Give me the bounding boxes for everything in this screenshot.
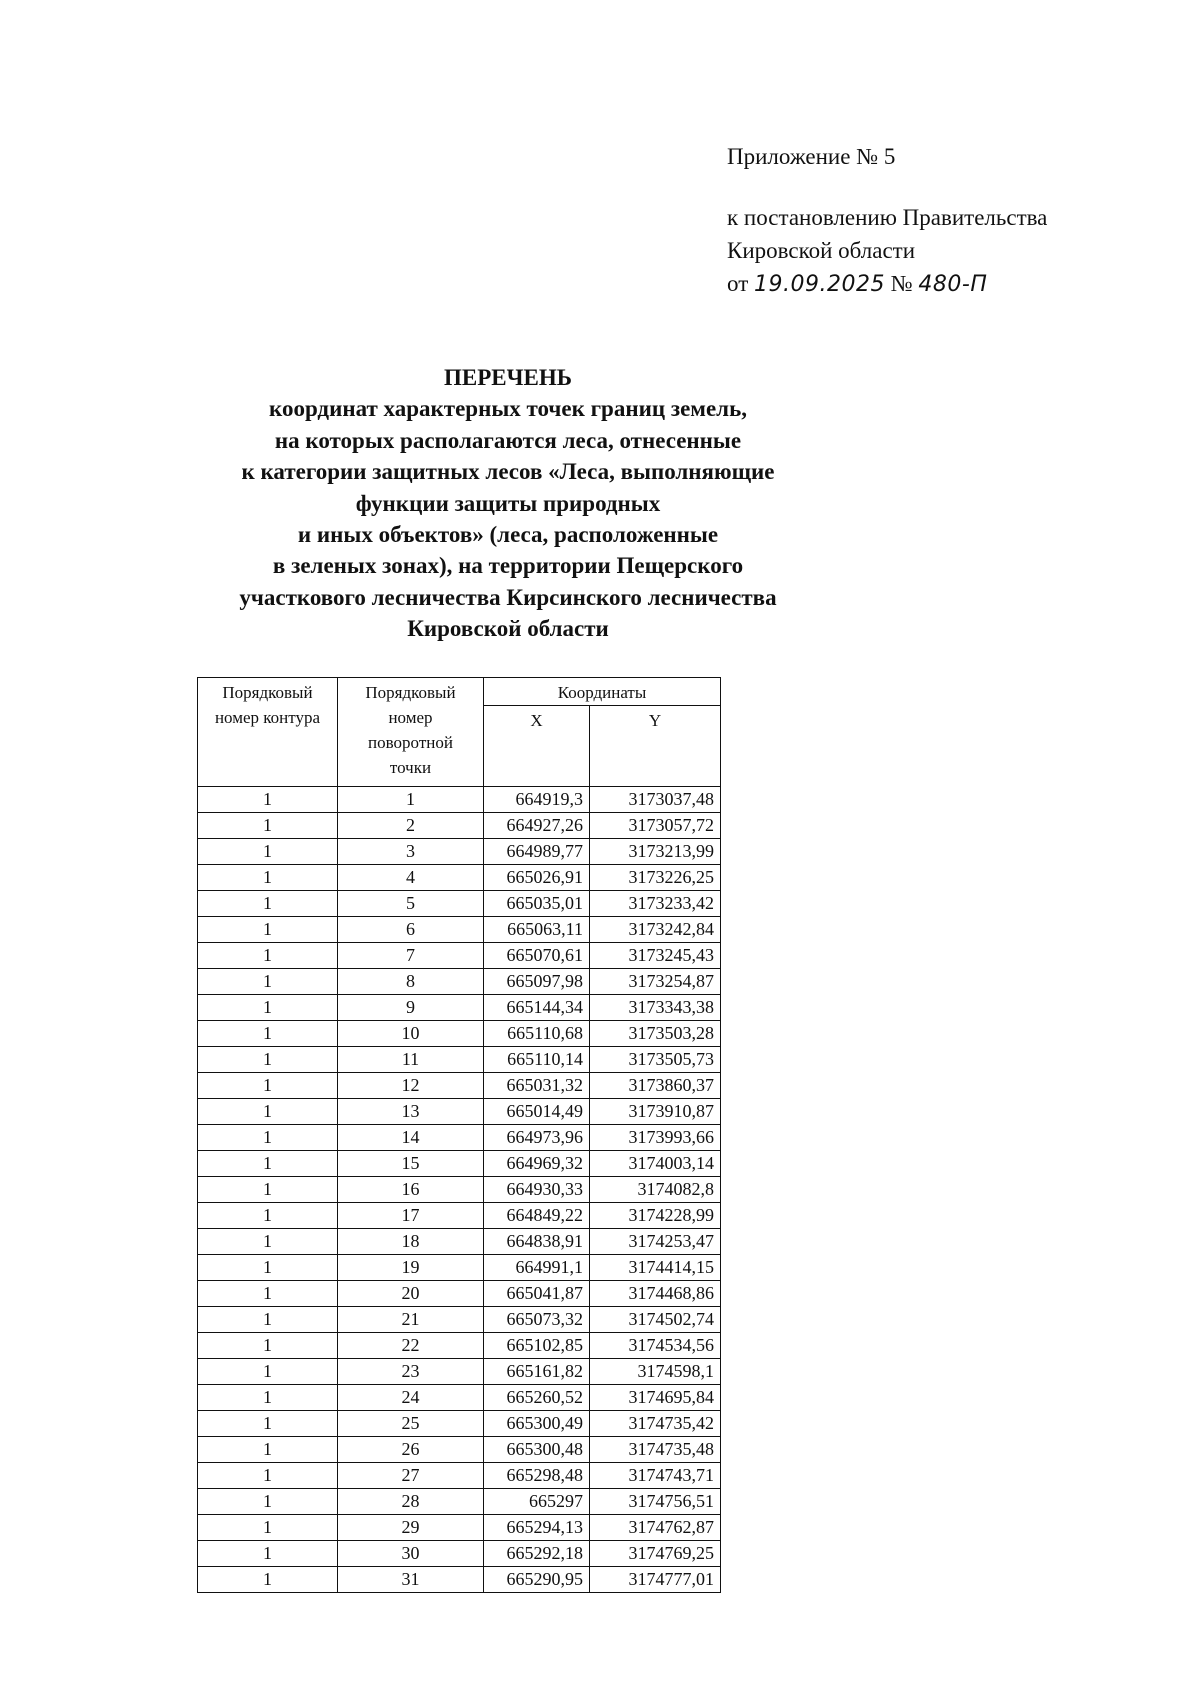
cell-y: 3173245,43 [590,943,721,969]
table-row [198,1437,721,1463]
cell-contour: 1 [198,943,338,969]
cell-x: 664838,91 [484,1229,590,1255]
cell-x: 664989,77 [484,839,590,865]
cell-y: 3174253,47 [590,1229,721,1255]
header-contour-line2: номер контура [214,708,321,727]
header-contour-line1: Порядковый [222,683,313,702]
cell-contour: 1 [198,1437,338,1463]
title-line: Кировской области [407,616,609,642]
header-point-line3: поворотной [368,733,453,752]
cell-point: 20 [338,1281,484,1307]
cell-point: 11 [338,1047,484,1073]
cell-x: 664973,96 [484,1125,590,1151]
table-row [198,865,721,891]
cell-contour: 1 [198,1177,338,1203]
cell-y: 3174756,51 [590,1489,721,1515]
cell-contour: 1 [198,995,338,1021]
cell-point: 4 [338,865,484,891]
cell-contour: 1 [198,1047,338,1073]
cell-contour: 1 [198,1489,338,1515]
cell-x: 665110,14 [484,1047,590,1073]
cell-point: 26 [338,1437,484,1463]
cell-contour: 1 [198,1255,338,1281]
cell-contour: 1 [198,1359,338,1385]
appendix-decree-line1: к постановлению Правительства [727,205,1048,230]
cell-x: 664849,22 [484,1203,590,1229]
cell-contour: 1 [198,1229,338,1255]
cell-contour: 1 [198,1333,338,1359]
cell-y: 3173910,87 [590,1099,721,1125]
cell-point: 30 [338,1541,484,1567]
cell-contour: 1 [198,891,338,917]
cell-contour: 1 [198,1385,338,1411]
cell-x: 665161,82 [484,1359,590,1385]
coordinates-table [197,677,721,1593]
table-row [198,839,721,865]
cell-point: 15 [338,1151,484,1177]
cell-x: 665300,49 [484,1411,590,1437]
cell-x: 665110,68 [484,1021,590,1047]
cell-point: 9 [338,995,484,1021]
title-line: участкового лесничества Кирсинского лесничества [239,584,777,610]
table-row [198,1255,721,1281]
cell-x: 665260,52 [484,1385,590,1411]
cell-contour: 1 [198,787,338,813]
cell-x: 665070,61 [484,943,590,969]
cell-y: 3174082,8 [590,1177,721,1203]
date-prefix: от [727,271,749,296]
header-y: Y [590,706,721,787]
appendix-decree-line2: Кировской области [727,238,916,263]
cell-y: 3174228,99 [590,1203,721,1229]
document-title [170,362,846,645]
table-row [198,969,721,995]
cell-y: 3174534,56 [590,1333,721,1359]
table-row [198,917,721,943]
header-point-line2: номер [388,708,433,727]
cell-y: 3174502,74 [590,1307,721,1333]
title-line: координат характерных точек границ земель, [269,396,747,422]
cell-point: 31 [338,1567,484,1593]
cell-x: 664927,26 [484,813,590,839]
cell-y: 3174468,86 [590,1281,721,1307]
header-contour [198,678,338,787]
cell-y: 3174414,15 [590,1255,721,1281]
table-row [198,1307,721,1333]
cell-y: 3174003,14 [590,1151,721,1177]
cell-x: 665031,32 [484,1073,590,1099]
table-row [198,995,721,1021]
table-row [198,1359,721,1385]
cell-point: 5 [338,891,484,917]
cell-point: 22 [338,1333,484,1359]
cell-contour: 1 [198,969,338,995]
cell-contour: 1 [198,1411,338,1437]
appendix-block [727,140,1047,301]
table-row [198,1515,721,1541]
cell-contour: 1 [198,1307,338,1333]
cell-contour: 1 [198,1021,338,1047]
table-row [198,943,721,969]
cell-x: 665026,91 [484,865,590,891]
cell-contour: 1 [198,1541,338,1567]
cell-x: 665300,48 [484,1437,590,1463]
cell-x: 664930,33 [484,1177,590,1203]
cell-x: 665297 [484,1489,590,1515]
cell-contour: 1 [198,1125,338,1151]
cell-x: 665014,49 [484,1099,590,1125]
appendix-date-line [727,267,1047,301]
cell-point: 21 [338,1307,484,1333]
cell-contour: 1 [198,1099,338,1125]
table-row [198,1099,721,1125]
cell-y: 3173505,73 [590,1047,721,1073]
cell-point: 23 [338,1359,484,1385]
header-point-line1: Порядковый [365,683,456,702]
table-row [198,1073,721,1099]
table-row [198,1541,721,1567]
table-row [198,1125,721,1151]
cell-point: 12 [338,1073,484,1099]
cell-y: 3173343,38 [590,995,721,1021]
table-row [198,1281,721,1307]
cell-point: 19 [338,1255,484,1281]
cell-point: 8 [338,969,484,995]
cell-x: 664919,3 [484,787,590,813]
cell-y: 3174762,87 [590,1515,721,1541]
header-point [338,678,484,787]
table-row [198,1151,721,1177]
cell-y: 3174777,01 [590,1567,721,1593]
table-row [198,1229,721,1255]
cell-contour: 1 [198,1463,338,1489]
cell-point: 13 [338,1099,484,1125]
title-line: в зеленых зонах), на территории Пещерского [272,553,744,579]
cell-y: 3173993,66 [590,1125,721,1151]
cell-point: 17 [338,1203,484,1229]
cell-y: 3173503,28 [590,1021,721,1047]
table-row [198,1385,721,1411]
cell-point: 27 [338,1463,484,1489]
table-body [198,787,721,1593]
title-line: к категории защитных лесов «Леса, выполняющие [241,459,775,485]
table-row [198,1177,721,1203]
handwritten-date: 19.09.2025 [754,272,885,297]
cell-x: 665298,48 [484,1463,590,1489]
cell-contour: 1 [198,1151,338,1177]
cell-y: 3174743,71 [590,1463,721,1489]
cell-contour: 1 [198,1203,338,1229]
cell-point: 24 [338,1385,484,1411]
cell-y: 3174769,25 [590,1541,721,1567]
header-x: X [484,706,590,787]
cell-x: 665290,95 [484,1567,590,1593]
cell-contour: 1 [198,917,338,943]
cell-y: 3173057,72 [590,813,721,839]
table-row [198,1463,721,1489]
cell-y: 3173037,48 [590,787,721,813]
cell-x: 665097,98 [484,969,590,995]
table-row [198,813,721,839]
cell-x: 664969,32 [484,1151,590,1177]
table-row [198,1021,721,1047]
cell-x: 664991,1 [484,1255,590,1281]
cell-x: 665063,11 [484,917,590,943]
cell-x: 665073,32 [484,1307,590,1333]
title-line: функции защиты природных [355,490,661,516]
table-row [198,1333,721,1359]
cell-point: 10 [338,1021,484,1047]
header-point-line4: точки [389,758,432,777]
table-row [198,787,721,813]
cell-contour: 1 [198,1567,338,1593]
cell-point: 2 [338,813,484,839]
table-row [198,891,721,917]
cell-point: 29 [338,1515,484,1541]
cell-x: 665292,18 [484,1541,590,1567]
cell-point: 1 [338,787,484,813]
title-line: и иных объектов» (леса, расположенные [297,522,719,548]
cell-point: 7 [338,943,484,969]
table-row [198,1047,721,1073]
handwritten-number: 480-П [918,272,988,297]
title-line: на которых располагаются леса, отнесенные [274,427,742,453]
cell-y: 3173226,25 [590,865,721,891]
cell-point: 14 [338,1125,484,1151]
header-coordinates: Координаты [484,678,721,706]
cell-y: 3174735,42 [590,1411,721,1437]
cell-point: 3 [338,839,484,865]
cell-point: 6 [338,917,484,943]
cell-x: 665102,85 [484,1333,590,1359]
cell-y: 3173860,37 [590,1073,721,1099]
cell-contour: 1 [198,1515,338,1541]
cell-x: 665041,87 [484,1281,590,1307]
cell-x: 665144,34 [484,995,590,1021]
cell-point: 18 [338,1229,484,1255]
cell-y: 3173233,42 [590,891,721,917]
cell-y: 3174735,48 [590,1437,721,1463]
cell-point: 25 [338,1411,484,1437]
cell-point: 16 [338,1177,484,1203]
appendix-label: Приложение № 5 [727,144,896,169]
cell-contour: 1 [198,1073,338,1099]
cell-contour: 1 [198,839,338,865]
cell-y: 3174598,1 [590,1359,721,1385]
table-row [198,1411,721,1437]
number-sign: № [890,271,913,296]
table-row [198,1489,721,1515]
cell-y: 3173213,99 [590,839,721,865]
cell-contour: 1 [198,865,338,891]
table-row [198,1567,721,1593]
cell-point: 28 [338,1489,484,1515]
cell-y: 3173242,84 [590,917,721,943]
cell-x: 665035,01 [484,891,590,917]
cell-x: 665294,13 [484,1515,590,1541]
cell-contour: 1 [198,1281,338,1307]
cell-y: 3173254,87 [590,969,721,995]
cell-contour: 1 [198,813,338,839]
cell-y: 3174695,84 [590,1385,721,1411]
title-heading: ПЕРЕЧЕНЬ [444,365,572,390]
table-row [198,1203,721,1229]
